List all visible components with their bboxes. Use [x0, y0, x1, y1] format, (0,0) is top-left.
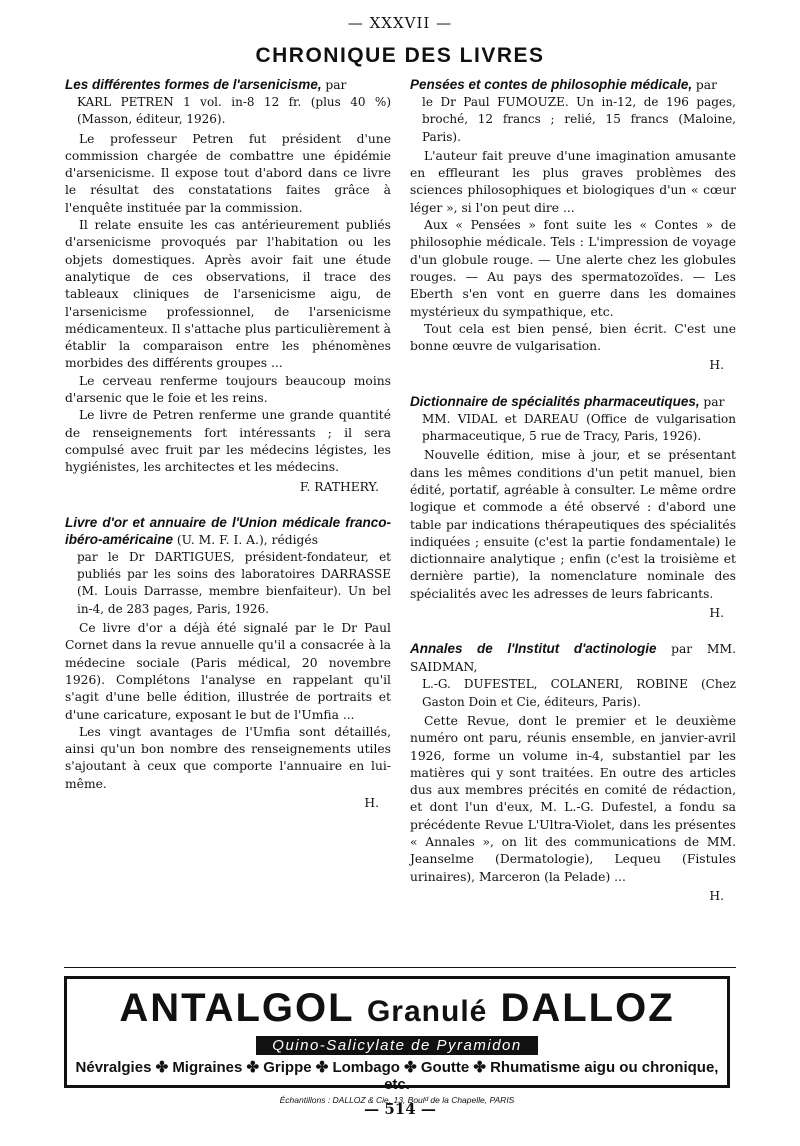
divider-rule: [64, 967, 736, 968]
review-paragraph: Tout cela est bien pensé, bien écrit. C'est une bonne œuvre de vulgarisation.: [410, 321, 736, 354]
review-paragraph: Cette Revue, dont le premier et le deuxième numéro ont paru, réunis ensemble, en janvier-avril 1926, forme un volume in-4, substantiel par les matières qui y sont traitées. En outre des articles dus aux membres précités en comité de rédaction, et dont l'un d'eux, M. L.-G. Dufestel, a fondu sa précédente Revue L'Ultra-Violet, dans les présentes « Annales », on lit des communications de MM. Jeanselme (Dermatologie), Lequeu (Fistules urinaires), Marceron (la Pelade) ...: [410, 713, 736, 884]
review-paragraph: Ce livre d'or a déjà été signalé par le Dr Paul Cornet dans la revue annuelle qu'il a consacrée à la médecine sociale (Paris médical, 20 novembre 1926). Complétons l'analyse en rappelant qu'il s'agit d'une belle édition, illustrée de portraits et d'une caricature, exposant le but de l'Umfia ...: [65, 621, 391, 722]
left-column: [65, 76, 391, 830]
review-dictionnaire: [410, 393, 736, 623]
review-paragraph: Aux « Pensées » font suite les « Contes » de philosophie médicale. Tels : L'impression de voyage d'un globule rouge. — Une alerte chez les globules rouges. — Au pays des spermatozoïdes. — Les Eberth s'en vont en guerre dans les domaines mystérieux du sympathique, etc.: [410, 218, 736, 319]
folio: — XXXVII —: [347, 14, 453, 32]
review-arsenicisme: [65, 76, 391, 496]
review-paragraph: Le cerveau renferme toujours beaucoup moins d'arsenic que le foie et les reins.: [65, 373, 391, 406]
review-signature: H.: [709, 358, 724, 373]
review-paragraph: Nouvelle édition, mise à jour, et se présentant dans les mêmes conditions d'un petit manuel, bien édité, portatif, agréable à consulter. Le même ordre logique et commode a été observé : d'abord une table par indications thérapeutiques des spécialités indiquées ; ensuite (c'est la partie fondamentale) le dictionnaire analytique ; enfin (c'est la troisième et dernière partie), la nomenclature nominale des spécialités avec les adresses de leurs fabricants.: [410, 448, 736, 601]
review-biblio: KARL PETREN 1 vol. in-8 12 fr. (plus 40 %) (Masson, éditeur, 1926).: [77, 95, 391, 127]
review-title: Livre d'or et annuaire de l'Union médicale franco-ibéro-américaine (U. M. F. I. A.), rédigés: [65, 514, 391, 547]
review-paragraph: Le professeur Petren fut président d'une commission chargée de combattre une épidémie d'arsenicisme. Il expose tout d'abord dans ce livre le résultat des constatations faites grâce à l'enquête instituée par la commission.: [65, 131, 391, 215]
review-pensees: [410, 76, 736, 375]
review-livre-dor: [65, 514, 391, 812]
review-signature: F. RATHERY.: [299, 479, 379, 494]
review-biblio: L.-G. DUFESTEL, COLANERI, ROBINE (Chez Gaston Doin et Cie, éditeurs, Paris).: [422, 677, 736, 709]
review-title: Dictionnaire de spécialités pharmaceutiques, par: [410, 393, 725, 409]
review-signature: H.: [364, 795, 379, 810]
ad-brand: ANTALGOL Granulé DALLOZ: [119, 986, 675, 1030]
review-title: Les différentes formes de l'arsenicisme, par: [65, 77, 347, 92]
review-biblio: MM. VIDAL et DAREAU (Office de vulgarisation pharmaceutique, 5 rue de Tracy, Paris, 1926).: [422, 411, 736, 444]
review-annales: [410, 640, 736, 905]
ad-footer: Échantillons : DALLOZ & Cie, 13, Boulᵈ de la Chapelle, PARIS: [279, 1095, 515, 1105]
review-title: Pensées et contes de philosophie médicale, par: [410, 77, 717, 92]
review-paragraph: Les vingt avantages de l'Umfia sont détaillés, ainsi qu'un bon nombre des renseignements utiles s'ajoutant à ceux que comporte l'annuaire en lui-même.: [65, 724, 391, 791]
review-signature: H.: [709, 606, 724, 621]
right-column: [410, 76, 736, 923]
review-biblio: par le Dr DARTIGUES, président-fondateur, et publiés par les soins des laboratoires DARRASSE (M. Louis Darrasse, membre bienfaiteur). Un bel in-4, de 283 pages, Paris, 1926.: [77, 549, 391, 616]
ad-indications: Névralgies ✤ Migraines ✤ Grippe ✤ Lombago ✤ Goutte ✤ Rhumatisme aigu ou chronique, etc.: [75, 1059, 719, 1093]
review-title: Annales de l'Institut d'actinologie par MM. SAIDMAN,: [410, 641, 736, 675]
page-number: — 514 —: [364, 1100, 436, 1118]
review-biblio: le Dr Paul FUMOUZE. Un in-12, de 196 pages, broché, 12 francs ; relié, 15 francs (Maloine, Paris).: [422, 95, 736, 144]
page-title: CHRONIQUE DES LIVRES: [255, 44, 545, 67]
advertisement: [64, 976, 730, 1105]
ad-subtitle: Quino-Salicylate de Pyramidon: [256, 1036, 537, 1055]
review-paragraph: L'auteur fait preuve d'une imagination amusante en effleurant les plus graves problèmes des sciences philosophiques et biologiques d'un « cœur léger », si l'on peut dire ...: [410, 148, 736, 215]
review-paragraph: Le livre de Petren renferme une grande quantité de renseignements fort intéressants ; il sera compulsé avec fruit par les médecins légistes, les hygiénistes, les architectes et les médecins.: [65, 408, 391, 475]
review-paragraph: Il relate ensuite les cas antérieurement publiés d'arsenicisme provoqués par l'habitation ou les objets domestiques. Après avoir fait une étude analytique de ces observations, il trace des tableaux cliniques de l'arsenicisme aigu, de l'arsenicisme professionnel, de l'arsenicisme médicamenteux. Il s'attache plus particulièrement à établir la comparaison entre les phénomènes morbides des différents groupes ...: [65, 218, 391, 371]
review-signature: H.: [709, 888, 724, 903]
